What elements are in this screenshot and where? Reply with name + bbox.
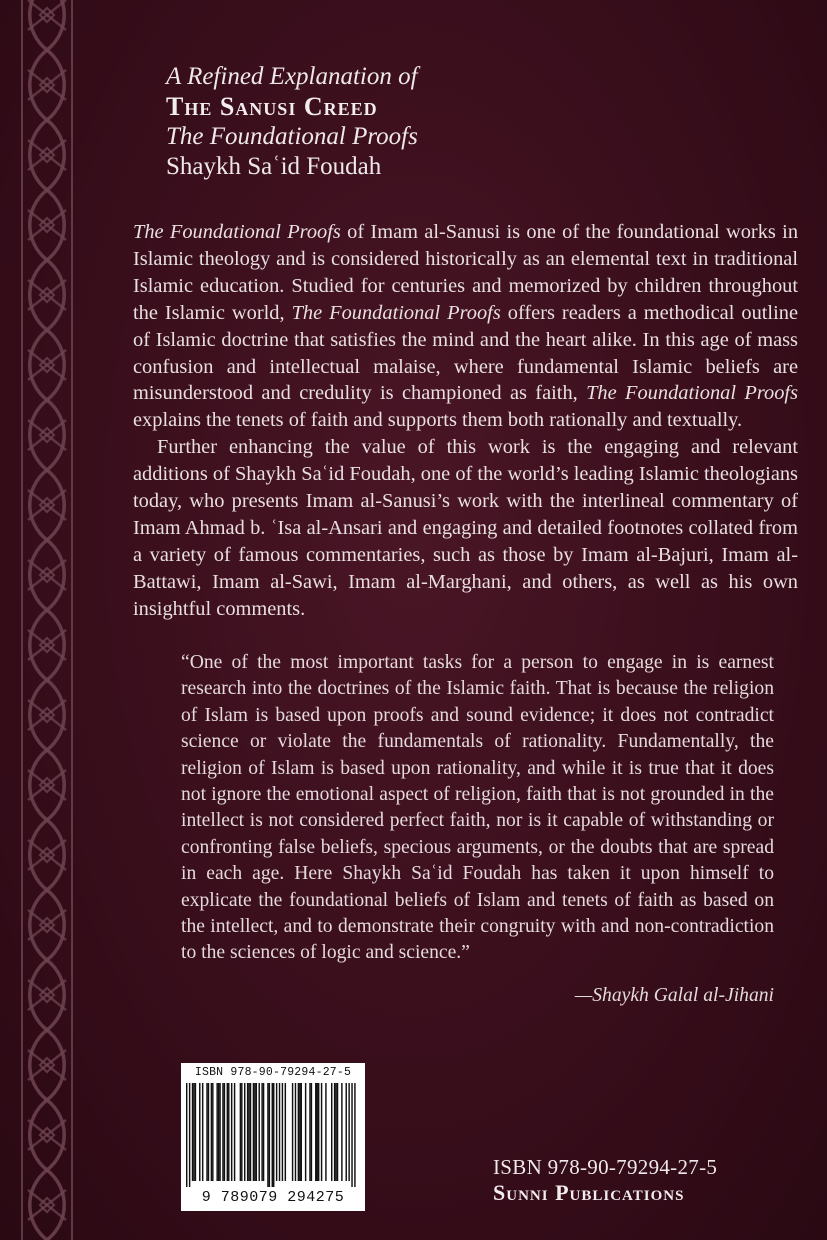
barcode-bar [325, 1083, 326, 1181]
barcode-bar [240, 1083, 241, 1181]
barcode-bar [305, 1083, 306, 1181]
barcode-bar [208, 1083, 209, 1181]
barcode-bar [334, 1083, 335, 1181]
italic-title: The Foundational Proofs [586, 382, 799, 405]
barcode-bar [298, 1083, 299, 1181]
barcode-bar [292, 1083, 293, 1181]
barcode-bar [186, 1083, 187, 1187]
barcode-bar [222, 1083, 223, 1181]
endorsement-quote: “One of the most important tasks for a person to engage in is earnest research into the doctrines of the Islamic faith. That is because the religion of Islam is based upon proofs and sound evidence; it does not contradict science or violate the fundamentals of rationality. Fundamentally, the religion of Islam is based upon rationality, and while it is true that it does not ignore the emotional aspect of religion, faith that is not grounded in the intellect is not considered perfect faith, nor is it capable of withstanding or confronting false beliefs, specious arguments, or the doubts that are spread in each age. Here Shaykh Saʿid Foudah has taken it upon himself to explicate the foundational beliefs of Islam and tenets of faith as based on the intellect, and to demonstrate their congruity with and non-contradiction to the sciences of logic and science.” [181, 652, 774, 964]
barcode-bar [253, 1083, 254, 1181]
barcode-bars [186, 1083, 360, 1187]
barcode-bar [192, 1083, 193, 1181]
barcode-bar [337, 1083, 338, 1181]
book-title: The Sanusi Creed [166, 92, 378, 121]
title-prefix: A Refined Explanation of [166, 63, 418, 90]
barcode-bar [279, 1083, 280, 1181]
barcode-bar [189, 1083, 190, 1187]
isbn-barcode [181, 1063, 365, 1211]
barcode-bar [241, 1083, 242, 1181]
barcode-bar [299, 1083, 300, 1181]
barcode-bar [276, 1083, 277, 1181]
description-text: offers readers a methodical outline of Islamic doctrine that satisfies the mind and the heart alike. In this age of mass confusion and intellectual malaise, where fundamental Islamic beliefs are misunderstood and credulity is championed as faith, [133, 301, 799, 405]
barcode-bar [224, 1083, 225, 1181]
barcode-bar [250, 1083, 251, 1181]
italic-title: The Foundational Proofs [133, 221, 341, 243]
barcode-digits: 9 789079 294275 [201, 1189, 345, 1206]
quote-attribution: —Shaykh Galal al-Jihani [574, 985, 774, 1006]
barcode-bar [317, 1083, 318, 1181]
publisher-name: Sunni Publications [493, 1180, 685, 1205]
barcode-bar [259, 1083, 260, 1181]
barcode-bar [348, 1083, 349, 1181]
barcode-bar [341, 1083, 342, 1181]
barcode-bar [351, 1083, 352, 1187]
barcode-bar [248, 1083, 249, 1181]
barcode-bar [267, 1083, 268, 1187]
barcode-bar [282, 1083, 283, 1181]
description-text: explains the tenets of faith and supports them both rationally and textually. [133, 409, 743, 432]
barcode-bar [219, 1083, 220, 1181]
barcode-bar [273, 1083, 274, 1187]
barcode-bar [228, 1083, 229, 1181]
barcode-bar [272, 1083, 273, 1187]
barcode-bar [211, 1083, 212, 1181]
barcode-bar [256, 1083, 257, 1181]
barcode-bar [202, 1083, 203, 1181]
book-description [133, 219, 798, 623]
barcode-bar [234, 1083, 235, 1181]
barcode-bar [318, 1083, 319, 1181]
barcode-bar [354, 1083, 355, 1187]
isbn-text: ISBN 978-90-79294-27-5 [493, 1155, 718, 1179]
cover-header [166, 62, 766, 182]
barcode-bar [199, 1083, 200, 1181]
barcode-bar [212, 1083, 213, 1181]
barcode-bar [227, 1083, 228, 1181]
barcode-bar [247, 1083, 248, 1181]
description-text: of Imam al-Sanusi is one of the foundational works in Islamic theology and is considered historically as an elemental text in traditional Islamic education. Studied for centuries and memorized by children throughout the Islamic world, [133, 221, 799, 324]
barcode-bar [269, 1083, 270, 1187]
description-paragraph-2: Further enhancing the value of this work is the engaging and relevant additions of Shaykh Saʿid Foudah, one of the world’s leading Islamic theologians today, who presents Imam al-Sanusi’s work with the interlineal commentary of Imam Ahmad b. ʿIsa al-Ansari and engaging and detailed footnotes collated from a variety of famous commentaries, such as those by Imam al-Bajuri, Imam al-Battawi, Imam al-Sawi, Imam al-Marghani, and others, as well as his own insightful comments. [133, 436, 798, 620]
decorative-border-pattern [18, 0, 76, 1240]
barcode-bar [335, 1083, 336, 1181]
barcode-bar [309, 1083, 310, 1181]
barcode-bar [206, 1083, 207, 1181]
barcode-bar [295, 1083, 296, 1181]
barcode-bar [216, 1083, 217, 1181]
barcode-bar [301, 1083, 302, 1181]
barcode-bar [311, 1083, 312, 1181]
barcode-bar [331, 1083, 332, 1181]
barcode-isbn-label: ISBN 978-90-79294-27-5 [194, 1066, 352, 1079]
barcode-bar [244, 1083, 245, 1181]
barcode-bar [254, 1083, 255, 1181]
barcode-bar [261, 1083, 262, 1181]
barcode-bar [315, 1083, 316, 1181]
description-paragraph-1 [133, 219, 798, 434]
barcode-bar [263, 1083, 264, 1181]
barcode-bar [193, 1083, 194, 1181]
barcode-bar [231, 1083, 232, 1181]
barcode-bar [285, 1083, 286, 1181]
barcode-bar [346, 1083, 347, 1181]
barcode-bar [218, 1083, 219, 1181]
barcode-bar [195, 1083, 196, 1181]
barcode-bar [321, 1083, 322, 1181]
book-author: Shaykh Saʿid Foudah [166, 153, 382, 180]
book-subtitle: The Foundational Proofs [166, 123, 418, 150]
italic-title: The Foundational Proofs [291, 301, 501, 324]
